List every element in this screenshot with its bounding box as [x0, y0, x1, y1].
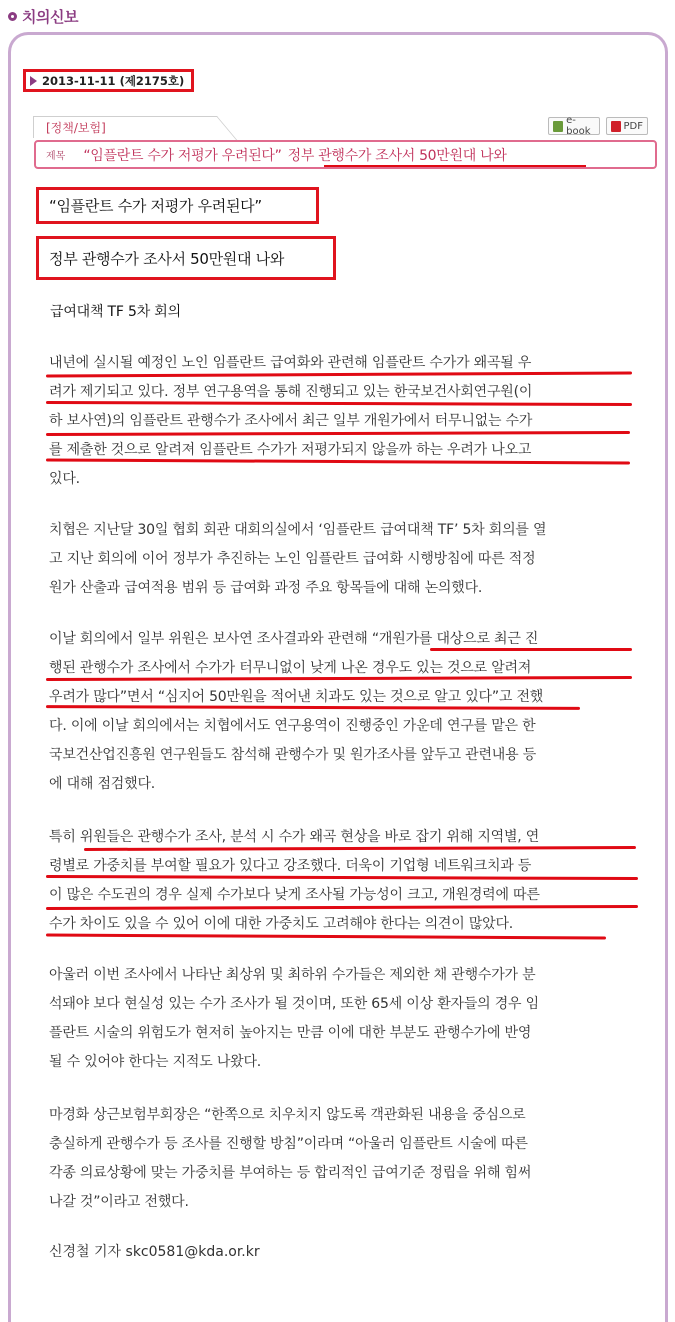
- article-byline: 신경철 기자 skc0581@kda.or.kr: [49, 1244, 260, 1260]
- pdf-label: PDF: [623, 120, 643, 132]
- brand-circle-icon: [8, 12, 17, 21]
- paragraph-line: 를 제출한 것으로 알려져 임플란트 수가가 저평가되지 않을까 하는 우려가 나오고: [49, 442, 532, 458]
- paragraph-line: 다. 이에 이날 회의에서는 치협에서도 연구용역이 진행중인 가운데 연구를 맡은 한: [49, 718, 536, 734]
- title-label: 제목: [46, 151, 66, 162]
- paragraph-line: 나갈 것”이라고 전했다.: [49, 1194, 189, 1210]
- pdf-button[interactable]: [606, 117, 648, 135]
- paragraph-line: 령별로 가중치를 부여할 필요가 있다고 강조했다. 더욱이 기업형 네트워크치과 등: [49, 858, 532, 874]
- headline-box: [36, 187, 319, 224]
- article-kicker: 급여대책 TF 5차 회의: [50, 304, 181, 320]
- article-paragraph-6: [49, 1101, 639, 1217]
- paragraph-line: 국보건산업진흥원 연구원들도 참석해 관행수가 및 원가조사를 앞두고 관련내용 등: [49, 747, 537, 763]
- paragraph-line: 려가 제기되고 있다. 정부 연구용역을 통해 진행되고 있는 한국보건사회연구원(이: [49, 384, 533, 400]
- article-paragraph-5: [49, 961, 639, 1077]
- paragraph-line: 있다.: [49, 471, 80, 487]
- paragraph-line: 우려가 많다”면서 “심지어 50만원을 적어낸 치과도 있는 것으로 알고 있다”고 전했: [49, 689, 544, 705]
- highlight-underline: [430, 648, 632, 651]
- ebook-icon: [553, 121, 563, 132]
- site-header: [0, 0, 675, 34]
- section-tab-label: [정책/보험]: [46, 121, 106, 135]
- paragraph-line: 에 대해 점검했다.: [49, 776, 156, 792]
- paragraph-line: 석돼야 보다 현실성 있는 수가 조사가 될 것이며, 또한 65세 이상 환자들의 경우 임: [49, 996, 539, 1012]
- paragraph-line: 각종 의료상황에 맞는 가중치를 부여하는 등 합리적인 급여기준 정립을 위해 힘써: [49, 1165, 532, 1181]
- paragraph-line: 마경화 상근보험부회장은 “한쪽으로 치우치지 않도록 객관화된 내용을 중심으로: [49, 1107, 526, 1123]
- paragraph-line: 내년에 실시될 예정인 노인 임플란트 급여화와 관련해 임플란트 수가가 왜곡될 우: [49, 355, 532, 371]
- article-paragraph-2: [49, 516, 639, 603]
- ebook-label: e-book: [566, 115, 591, 137]
- paragraph-line: 아울러 이번 조사에서 나타난 최상위 및 최하위 수가들은 제외한 채 관행수가가 분: [49, 967, 536, 983]
- paragraph-line: 고 지난 회의에 이어 정부가 추진하는 노인 임플란트 급여화 시행방침에 따른 적정: [49, 551, 536, 567]
- paragraph-line: 이날 회의에서 일부 위원은 보사연 조사결과와 관련해 “개원가를 대상으로 최근 진: [49, 631, 539, 647]
- paragraph-line: 행된 관행수가 조사에서 수가가 터무니없이 낮게 나온 경우도 있는 것으로 알려져: [49, 660, 532, 676]
- subheadline: 정부 관행수가 조사서 50만원대 나와: [49, 249, 285, 268]
- title-underline: [324, 165, 586, 167]
- issue-date-box: [23, 69, 194, 92]
- brand-logo[interactable]: [8, 6, 78, 27]
- paragraph-line: 될 수 있어야 한다는 지적도 나왔다.: [49, 1054, 262, 1070]
- paragraph-line: 특히 위원들은 관행수가 조사, 분석 시 수가 왜곡 현상을 바로 잡기 위해 지역별, 연: [49, 829, 540, 845]
- brand-name: 치의신보: [22, 8, 78, 26]
- subheadline-box: [36, 236, 336, 280]
- title-text-quote: “임플란트 수가 저평가 우려된다”: [83, 147, 282, 164]
- pdf-icon: [611, 121, 621, 132]
- paragraph-line: 치협은 지난달 30일 협회 회관 대회의실에서 ‘임플란트 급여대책 TF’ 5차 회의를 열: [49, 522, 547, 538]
- issue-date: 2013-11-11 (제2175호): [42, 73, 185, 88]
- ebook-button[interactable]: [548, 117, 600, 135]
- paragraph-line: 하 보사연)의 임플란트 관행수가 조사에서 최근 일부 개원가에서 터무니없는 수가: [49, 413, 533, 429]
- paragraph-line: 원가 산출과 급여적용 범위 등 급여화 과정 주요 항목들에 대해 논의했다.: [49, 580, 483, 596]
- article-paragraph-1: [49, 349, 639, 494]
- article-paragraph-3: [49, 625, 639, 799]
- paragraph-line: 충실하게 관행수가 등 조사를 진행할 방침”이라며 “아울러 임플란트 시술에 따른: [49, 1136, 528, 1152]
- headline: “임플란트 수가 저평가 우려된다”: [49, 197, 262, 215]
- paragraph-line: 플란트 시술의 위험도가 현저히 높아지는 만큼 이에 대한 부분도 관행수가에 반영: [49, 1025, 532, 1041]
- article-paragraph-4: [49, 823, 639, 939]
- arrow-right-icon: [30, 76, 37, 86]
- title-text-sub: 정부 관행수가 조사서 50만원대 나와: [287, 147, 507, 164]
- paragraph-line: 이 많은 수도권의 경우 실제 수가보다 낮게 조사될 가능성이 크고, 개원경력에 따른: [49, 887, 540, 903]
- paragraph-line: 수가 차이도 있을 수 있어 이에 대한 가중치도 고려해야 한다는 의견이 많았다.: [49, 916, 514, 932]
- section-tab[interactable]: [33, 116, 203, 138]
